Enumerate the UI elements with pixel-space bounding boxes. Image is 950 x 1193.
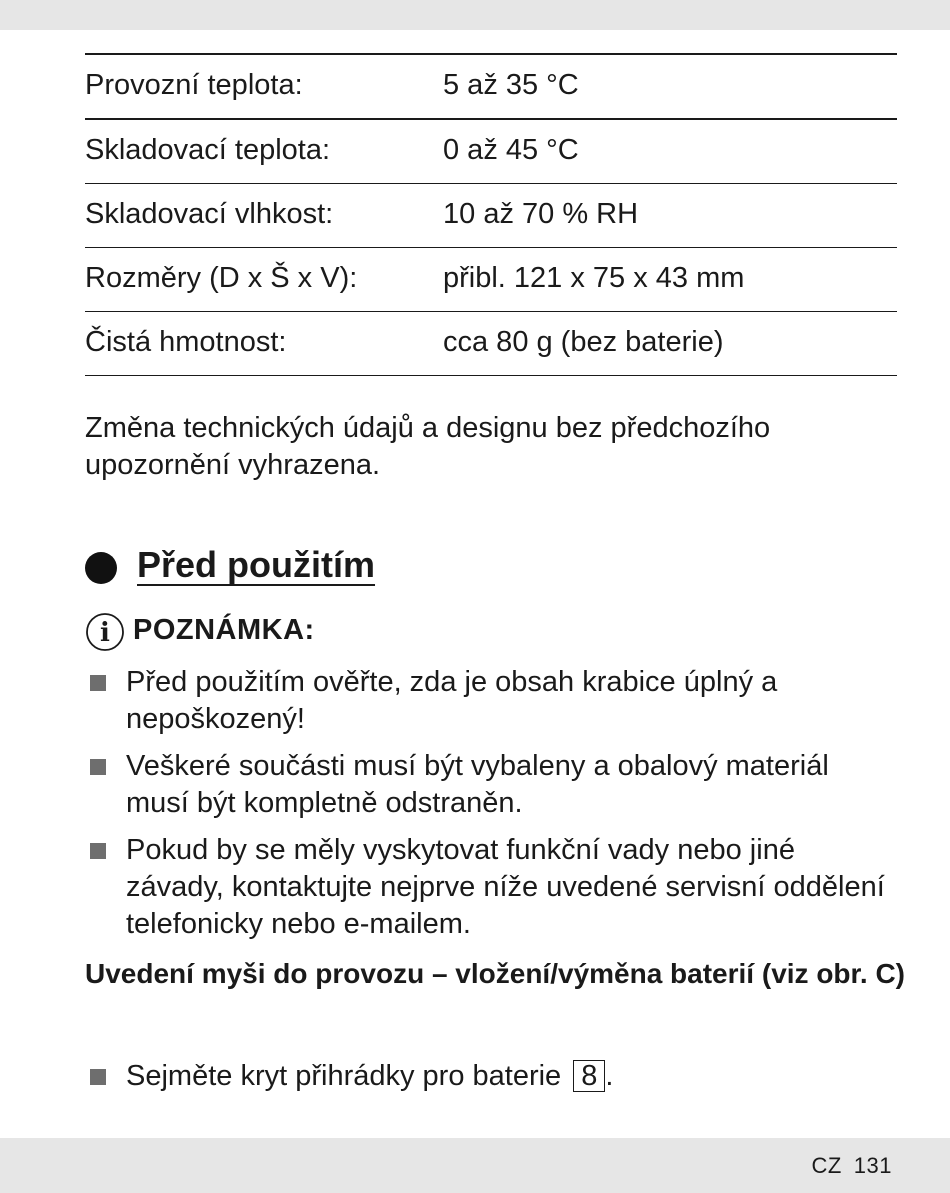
spec-label: Skladovací teplota: bbox=[85, 134, 331, 166]
spec-value: 10 až 70 % RH bbox=[443, 198, 639, 230]
language-code: CZ bbox=[811, 1153, 842, 1178]
spec-value: 0 až 45 °C bbox=[443, 134, 579, 166]
list-item bbox=[85, 1058, 897, 1095]
section-title: Před použitím bbox=[137, 544, 376, 585]
spec-row bbox=[85, 248, 897, 312]
filled-circle-icon bbox=[85, 552, 117, 584]
spec-label: Čistá hmotnost: bbox=[85, 326, 287, 358]
info-icon bbox=[85, 612, 125, 652]
list-item-text: Veškeré součásti musí být vybaleny a obalový materiál musí být kompletně odstraněn. bbox=[126, 750, 829, 819]
square-bullet-icon bbox=[90, 675, 106, 691]
square-bullet-icon bbox=[90, 843, 106, 859]
spec-value: přibl. 121 x 75 x 43 mm bbox=[443, 262, 745, 294]
spec-value: 5 až 35 °C bbox=[443, 69, 579, 101]
list-item bbox=[85, 832, 897, 943]
page-top-band bbox=[0, 0, 950, 30]
list-item bbox=[85, 664, 897, 738]
spec-value: cca 80 g (bez baterie) bbox=[443, 326, 724, 358]
spec-row bbox=[85, 55, 897, 120]
spec-label: Rozměry (D x Š x V): bbox=[85, 262, 358, 294]
page-footer-band bbox=[0, 1138, 950, 1193]
step-text: Sejměte kryt přihrádky pro baterie bbox=[126, 1060, 562, 1092]
spec-label: Skladovací vlhkost: bbox=[85, 198, 334, 230]
list-item-text: Pokud by se měly vyskytovat funkční vady nebo jiné závady, kontaktujte nejprve níže uvedené servisní oddělení telefonicky nebo e-mailem. bbox=[126, 834, 885, 940]
spec-row bbox=[85, 184, 897, 248]
page-footer bbox=[811, 1153, 892, 1179]
note-title: POZNÁMKA: bbox=[133, 614, 315, 646]
square-bullet-icon bbox=[90, 759, 106, 775]
page-number: 131 bbox=[853, 1153, 892, 1178]
list-item-text: Před použitím ověřte, zda je obsah krabice úplný a nepoškozený! bbox=[126, 666, 778, 735]
subsection-title: Uvedení myši do provozu – vložení/výměna baterií (viz obr. C) bbox=[85, 958, 905, 989]
specs-table bbox=[85, 53, 897, 376]
list-item bbox=[85, 748, 897, 822]
note-list bbox=[85, 664, 897, 953]
square-bullet-icon bbox=[90, 1069, 106, 1085]
figure-reference-box: 8 bbox=[573, 1060, 605, 1092]
spec-row bbox=[85, 120, 897, 184]
change-notice: Změna technických údajů a designu bez předchozího upozornění vyhrazena. bbox=[85, 412, 771, 481]
spec-label: Provozní teplota: bbox=[85, 69, 303, 101]
spec-row bbox=[85, 312, 897, 376]
info-icon-letter: i bbox=[100, 618, 110, 648]
step-end: . bbox=[605, 1060, 614, 1092]
step-list bbox=[85, 1058, 897, 1095]
